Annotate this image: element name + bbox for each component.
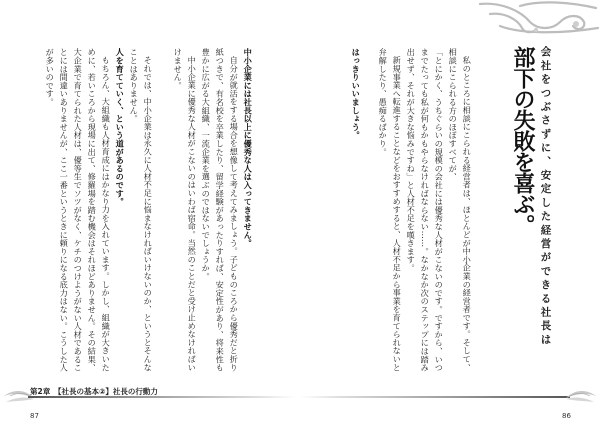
text-column: はっきりいいましょう。: [351, 48, 362, 140]
chapter-subtitle: 会社をつぶさずに、安定した経営ができる社長は: [539, 46, 552, 348]
text-column: 人を育てていく、という道があるのです。: [115, 48, 126, 206]
text-column: が多いのです。: [45, 48, 56, 107]
text-column: とには間違いありませんが、ここ一番というときに頼りになる底力はない。こうした人: [59, 48, 70, 372]
text-column: それでは、中小企業は永久に人材不足に悩まなければいけないのか、というとそんな: [143, 56, 154, 372]
right-page: [300, 0, 600, 430]
text-column: 出せず、それが大きな悩みですね」と人材不足を嘆きます。: [406, 48, 417, 273]
wing-ornament-icon: [564, 384, 598, 406]
text-column: けません。: [173, 48, 184, 90]
page-title: 部下の失敗を喜ぶ。: [510, 46, 536, 235]
text-column: 中小企業には社長以上に優秀な人は入ってきません。: [243, 48, 254, 248]
text-column: 豊かに広がる大組織、一流企業を選ぶのではないでしょうか。: [201, 48, 212, 281]
text-column: 自分が就活をする場合を想像して考えてみましょう。子どものころから優秀だと折り: [229, 56, 240, 372]
text-column: 「とにかく、うちぐらいの規模の会社には優秀な人材がこないのです。ですから、いつ: [434, 48, 445, 372]
text-column: 私のところに相談にこられる経営者は、ほとんどが中小企業の経営者です。そして、: [462, 56, 473, 372]
page-number: 87: [30, 412, 39, 420]
text-column: 大企業で育てられた人材は、優等生でソツがなく、ケチのつけようがない人材であるこ: [73, 48, 84, 372]
page-number: 86: [562, 412, 571, 420]
chapter-running-head: 第2章 【社長の基本②】社長の行動力: [30, 387, 158, 396]
text-column: 弁解したり、愚痴るばかり。: [378, 48, 389, 156]
text-column: ことはありません。: [129, 48, 140, 123]
text-column: までたっても私が何もかもやらなければならない……。なかなか次のステップには踏み: [420, 48, 431, 372]
flourish-ornament-icon: [460, 0, 600, 36]
text-column: 紙つきで、有名校を卒業したり、留学経験があったりすれば、安定性があり、将来性も: [215, 48, 226, 372]
footer-rule: [28, 396, 296, 398]
text-column: 新規事業へ転進することなどをおすすめすると、人材不足から事業を育てられないと: [392, 56, 403, 372]
text-column: めに、若いころから現場に出て、修羅場を踏む機会はそれほどありません。その結果、: [87, 48, 98, 372]
text-column: 中小企業に優秀な人材がこないのはいわば宿命。当然のことだと受け止めなければい: [187, 56, 198, 372]
footer-rule: [300, 396, 570, 398]
text-column: 相談にこられる方のほぼすべてが、: [448, 48, 459, 181]
text-column: もちろん、大組織も人材育成にはかなり力を入れています。しかし、組織が大きいた: [101, 56, 112, 372]
